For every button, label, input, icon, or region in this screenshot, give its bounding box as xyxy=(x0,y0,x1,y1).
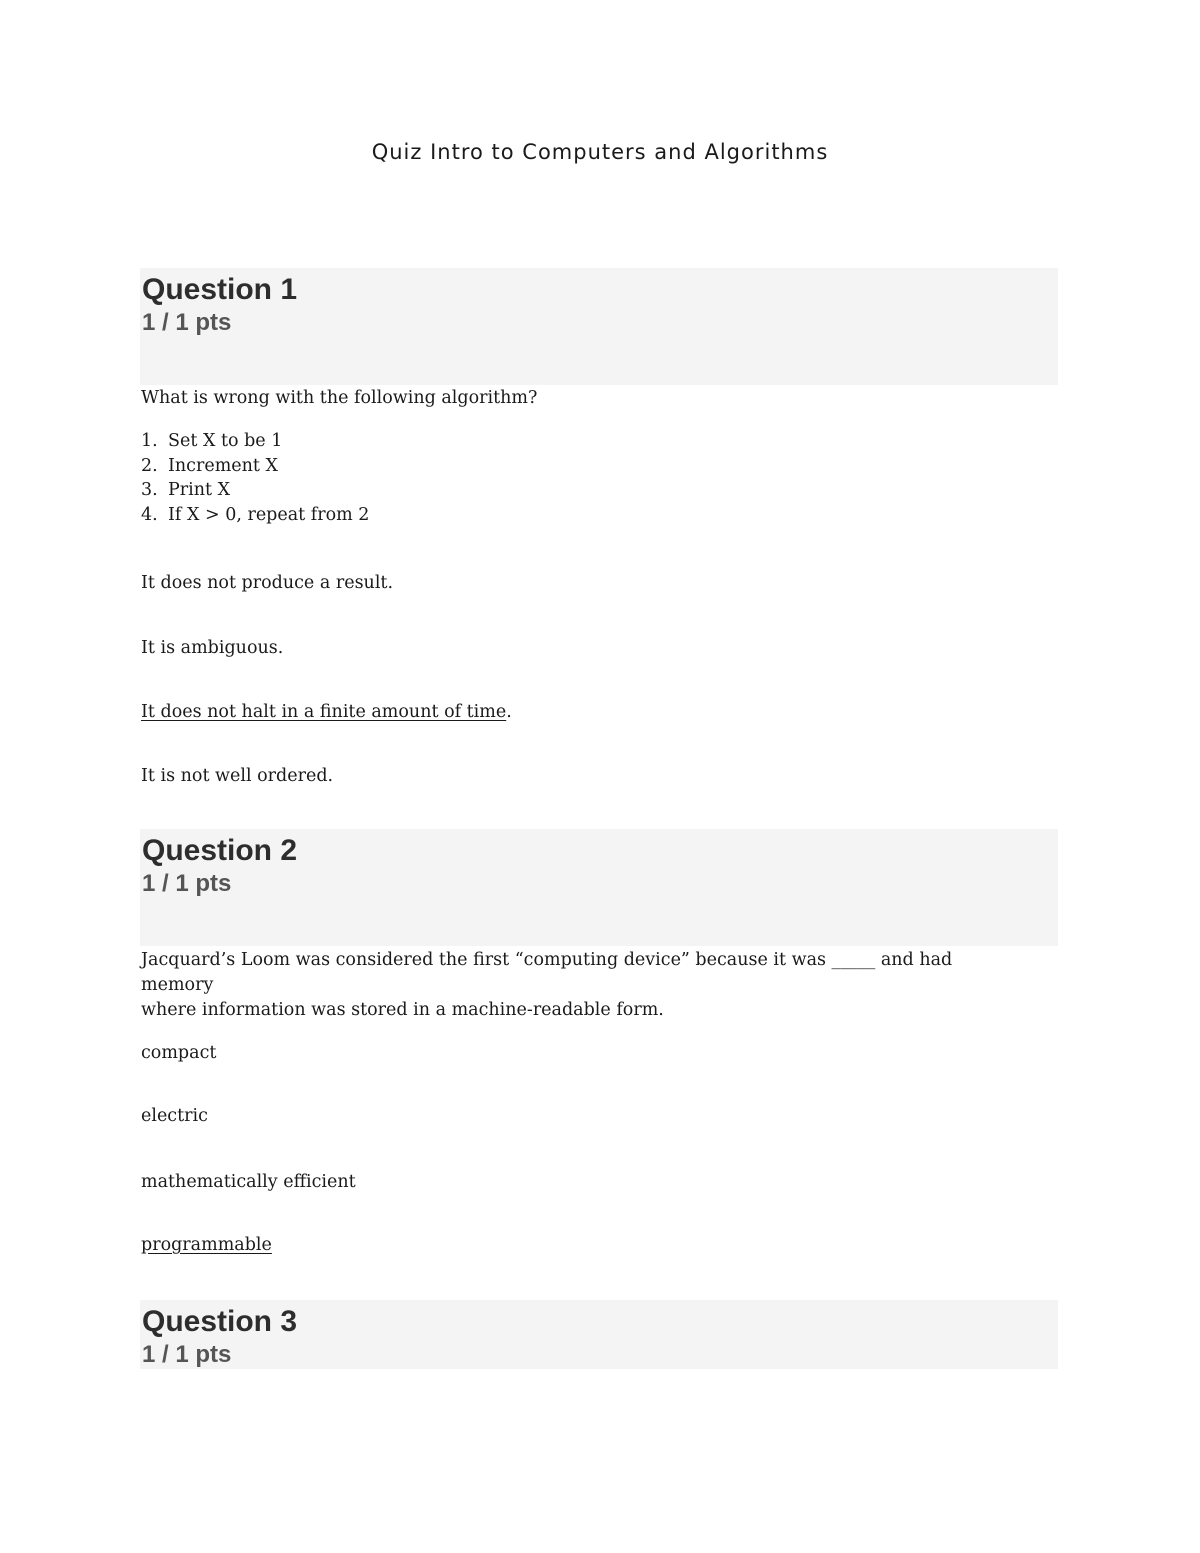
answer-option-correct: programmable xyxy=(141,1235,272,1255)
question-2-prompt: Jacquard’s Loom was considered the first “computing device” because it was _____ and had memory where information was stored in a machine-readable form. xyxy=(141,950,953,1020)
question-3-header xyxy=(140,1300,1058,1369)
answer-option: It is ambiguous. xyxy=(141,638,284,658)
question-1-header xyxy=(140,268,1058,385)
question-2-points: 1 / 1 pts xyxy=(142,870,232,897)
question-3-title: Question 3 xyxy=(142,1305,298,1338)
algorithm-step: 1. Set X to be 1 xyxy=(141,431,283,451)
algorithm-steps xyxy=(141,429,369,528)
question-1-title: Question 1 xyxy=(142,273,298,306)
answer-option: It is not well ordered. xyxy=(141,766,334,786)
question-2-header xyxy=(140,829,1058,946)
answer-option-correct: It does not halt in a finite amount of time. xyxy=(141,702,512,722)
question-3-points: 1 / 1 pts xyxy=(142,1341,232,1368)
question-2-title: Question 2 xyxy=(142,834,298,867)
answer-option: It does not produce a result. xyxy=(141,573,394,593)
algorithm-step: 4. If X > 0, repeat from 2 xyxy=(141,505,370,526)
question-1-prompt: What is wrong with the following algorithm? xyxy=(141,388,538,408)
answer-option: compact xyxy=(141,1043,217,1063)
algorithm-step: 2. Increment X xyxy=(141,455,278,476)
algorithm-step: 3. Print X xyxy=(141,480,231,501)
answer-option: mathematically efficient xyxy=(141,1172,356,1192)
answer-option: electric xyxy=(141,1106,208,1126)
page-title: Quiz Intro to Computers and Algorithms xyxy=(371,140,829,164)
question-1-points: 1 / 1 pts xyxy=(142,309,232,336)
